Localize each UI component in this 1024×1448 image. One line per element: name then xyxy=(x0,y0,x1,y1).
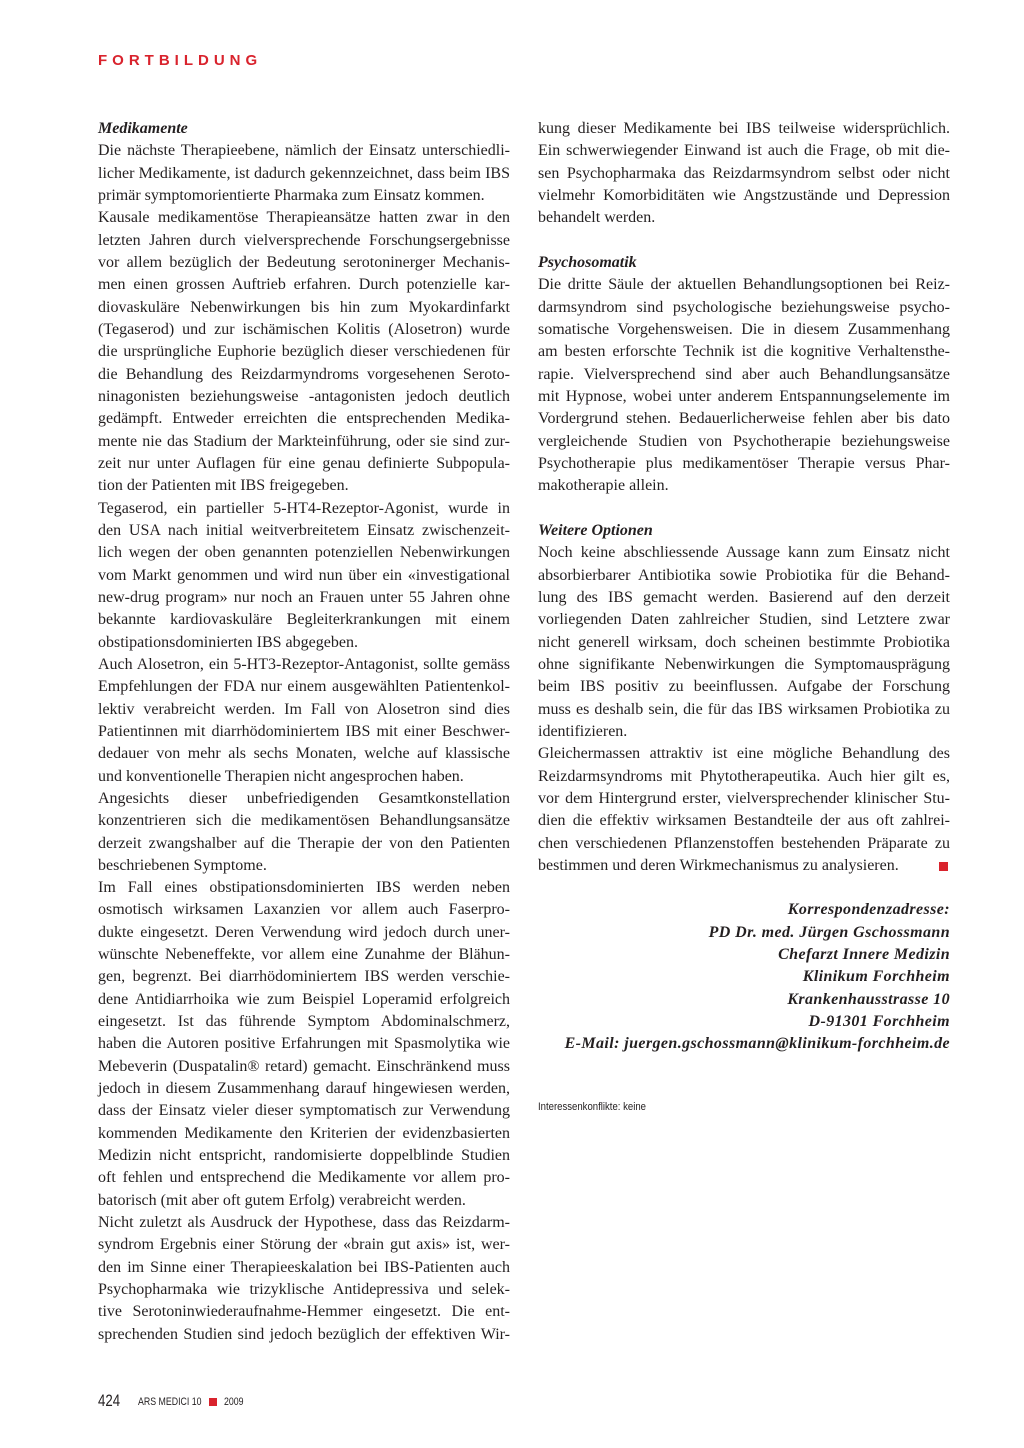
end-of-article-square-icon xyxy=(939,862,948,871)
conflict-of-interest-note: Interessenkonflikte: keine xyxy=(538,1101,647,1113)
text-line: Ein schwerwiegender Einwand ist auch die Frage, ob mit die- xyxy=(538,142,950,160)
text-line: Vordergrund stehen. Bedauerlicherweise fehlen aber bis dato xyxy=(538,410,950,428)
text-line: beim IBS positiv zu beeinflussen. Aufgabe der Forschung xyxy=(538,678,950,696)
text-line: kommenden Medikamente den Kriterien der evidenzbasierten xyxy=(98,1124,510,1142)
paragraph xyxy=(98,498,510,654)
text-line: vom Markt genommen und wird nun über ein «investigational xyxy=(98,566,510,584)
paragraph xyxy=(538,274,950,497)
section-heading: Psychosomatik xyxy=(538,253,637,271)
address-email: E-Mail: juergen.gschossmann@klinikum-forchheim.de xyxy=(564,1035,950,1053)
journal-name: ARS MEDICI 10 xyxy=(138,1396,202,1408)
paragraph xyxy=(98,207,510,497)
text-line: batorisch (mit aber oft gutem Erfolg) verabreicht werden. xyxy=(98,1191,466,1209)
text-line: am besten erforschte Technik ist die kognitive Verhaltensthe- xyxy=(538,343,950,361)
text-line: kung dieser Medikamente bei IBS teilweise widersprüchlich. xyxy=(538,120,950,137)
text-line: tive Serotoninwiederaufnahme-Hemmer eingesetzt. Die ent- xyxy=(98,1303,510,1321)
text-line: lung des IBS gemacht werden. Basierend auf den derzeit xyxy=(538,588,950,606)
address-street: Krankenhausstrasse 10 xyxy=(787,990,950,1008)
text-line: tion der Patienten mit IBS freigegeben. xyxy=(98,477,349,495)
text-line: dedauer von mehr als sechs Monaten, welche auf klassische xyxy=(98,745,510,763)
text-line: makotherapie allein. xyxy=(538,477,669,495)
text-line: bekannte kardiovaskuläre Begleiterkrankungen mit einem xyxy=(98,611,510,629)
address-city: D-91301 Forchheim xyxy=(808,1013,950,1031)
text-line: zeit nur unter Auflagen für eine genau definierte Subpopula- xyxy=(98,454,510,472)
text-line: Nicht zuletzt als Ausdruck der Hypothese, dass das Reizdarm- xyxy=(98,1214,510,1232)
text-line: muss es deshalb sein, die für das IBS wirksamen Probiotika zu xyxy=(538,700,950,718)
separator-square-icon xyxy=(209,1398,217,1406)
text-line: obstipationsdominierten IBS abgegeben. xyxy=(98,633,358,651)
paragraph xyxy=(98,788,510,877)
text-line: syndrom Ergebnis einer Störung der «brain gut axis» ist, wer- xyxy=(98,1236,510,1254)
paragraph xyxy=(538,743,950,877)
text-line: Gleichermassen attraktiv ist eine mögliche Behandlung des xyxy=(538,745,950,763)
text-line: eingesetzt. Ist das führende Symptom Abdominalschmerz, xyxy=(98,1013,510,1031)
text-line: sen Psychopharmaka das Reizdarmsyndrom selbst oder nicht xyxy=(538,164,950,182)
text-line: Kausale medikamentöse Therapieansätze hatten zwar in den xyxy=(98,209,510,227)
paragraph xyxy=(98,654,510,788)
text-line: Noch keine abschliessende Aussage kann zum Einsatz nicht xyxy=(538,544,950,562)
address-name: PD Dr. med. Jürgen Gschossmann xyxy=(708,923,950,941)
text-line: beschriebenen Symptome. xyxy=(98,856,267,874)
text-line: dene Antidiarrhoika wie zum Beispiel Loperamid erfolgreich xyxy=(98,990,510,1008)
text-line: derzeit zwangshalber auf die Therapie der von den Patienten xyxy=(98,834,510,852)
text-line: sprechenden Studien sind jedoch bezüglich der effektiven Wir- xyxy=(98,1325,510,1343)
text-line: Angesichts dieser unbefriedigenden Gesamtkonstellation xyxy=(98,789,510,807)
text-line: chen verschiedenen Pflanzenstoffen bestehenden Präparate zu xyxy=(538,834,950,852)
text-line: wünschte Nebeneffekte, vor allem eine Zunahme der Blähun- xyxy=(98,946,510,964)
text-line: jedoch in diesem Zusammenhang darauf hingewiesen werden, xyxy=(98,1080,510,1098)
address-institution: Klinikum Forchheim xyxy=(802,968,950,986)
text-line: mit Hypnose, wobei unter anderem Entspannungselemente im xyxy=(538,387,950,405)
text-line: somatische Vorgehensweisen. Die in diesem Zusammenhang xyxy=(538,320,950,338)
spacer xyxy=(538,877,950,899)
text-line: Im Fall eines obstipationsdominierten IBS werden neben xyxy=(98,879,510,897)
text-line: gedämpft. Entweder erreichten die entsprechenden Medika- xyxy=(98,410,510,428)
address-position: Chefarzt Innere Medizin xyxy=(778,946,950,964)
text-line: lektiv verabreicht werden. Im Fall von Alosetron sind dies xyxy=(98,700,510,718)
text-line: Psychopharmaka wie trizyklische Antidepressiva und selek- xyxy=(98,1281,510,1299)
text-line: nicht generell wirksam, doch scheinen bestimmte Probiotika xyxy=(538,633,950,651)
section-heading: Weitere Optionen xyxy=(538,521,653,539)
correspondence-address xyxy=(538,899,950,1055)
text-line: Medizin nicht entspricht, randomisierte doppelblinde Studien xyxy=(98,1147,510,1165)
address-label: Korrespondenzadresse: xyxy=(787,901,950,919)
paragraph xyxy=(538,542,950,743)
text-line: behandelt werden. xyxy=(538,209,656,227)
text-line: Tegaserod, ein partieller 5-HT4-Rezeptor-Agonist, wurde in xyxy=(98,499,510,517)
text-line: letzten Jahren durch vielversprechende Forschungsergebnisse xyxy=(98,231,510,249)
text-line: Die dritte Säule der aktuellen Behandlungsoptionen bei Reiz- xyxy=(538,276,950,294)
text-line: den USA nach initial weitverbreitetem Einsatz zwischenzeit- xyxy=(98,521,510,539)
spacer xyxy=(538,230,950,252)
text-line: Psychotherapie plus medikamentöser Therapie versus Phar- xyxy=(538,454,950,472)
text-line: identifizieren. xyxy=(538,722,628,740)
text-line: vor dem Hintergrund erster, vielversprechender klinischer Stu- xyxy=(538,789,950,807)
text-line: vielmehr Komorbiditäten wie Angstzustände und Depression xyxy=(538,186,950,204)
section-label: FORTBILDUNG xyxy=(98,52,263,69)
paragraph xyxy=(538,118,950,230)
text-line: und konventionelle Therapien nicht angesprochen haben. xyxy=(98,767,464,785)
text-line: Reizdarmsyndroms mit Phytotherapeutika. Auch hier gilt es, xyxy=(538,767,950,785)
text-line: ohne signifikante Nebenwirkungen die Symptomausprägung xyxy=(538,655,950,673)
text-line: men einen grossen Auftrieb erfahren. Durch potenzielle kar- xyxy=(98,276,510,294)
text-line: Empfehlungen der FDA nur einem ausgewählten Patientenkol- xyxy=(98,678,510,696)
text-line: (Tegaserod) und zur ischämischen Kolitis (Alosetron) wurde xyxy=(98,320,510,338)
text-line: Die nächste Therapieebene, nämlich der Einsatz unterschiedli- xyxy=(98,142,510,160)
text-line-content: bestimmen und deren Wirkmechanismus zu analysieren. xyxy=(538,856,899,874)
text-line: primär symptomorientierte Pharmaka zum Einsatz kommen. xyxy=(98,186,485,204)
text-line xyxy=(538,855,950,877)
text-line: den im Sinne einer Therapieeskalation bei IBS-Patienten auch xyxy=(98,1258,510,1276)
text-line: mente nie das Stadium der Markteinführung, oder sie sind zur- xyxy=(98,432,510,450)
text-line: rapie. Vielversprechend sind aber auch Behandlungsansätze xyxy=(538,365,950,383)
section-heading: Medikamente xyxy=(98,120,188,137)
text-line: lich wegen der oben genannten potenziellen Nebenwirkungen xyxy=(98,544,510,562)
text-line: haben die Autoren positive Erfahrungen mit Spasmolytika wie xyxy=(98,1035,510,1053)
paragraph xyxy=(98,1212,510,1346)
paragraph xyxy=(98,140,510,207)
spacer xyxy=(538,498,950,520)
page-number: 424 xyxy=(98,1391,121,1410)
text-line: vor allem bezüglich der Bedeutung serotoninerger Mechanis- xyxy=(98,253,510,271)
text-line: dukte eingesetzt. Deren Verwendung wird jedoch durch uner- xyxy=(98,923,510,941)
text-line: die ursprüngliche Euphorie bezüglich dieser verschiedenen für xyxy=(98,343,510,361)
text-line: konzentrieren sich die medikamentösen Behandlungsansätze xyxy=(98,812,510,830)
text-line: absorbierbarer Antibiotika sowie Probiotika für die Behand- xyxy=(538,566,950,584)
text-line: diovaskuläre Nebenwirkungen bis hin zum Myokardinfarkt xyxy=(98,298,510,316)
text-line: licher Medikamente, ist dadurch gekennzeichnet, dass beim IBS xyxy=(98,164,510,182)
text-line: darmsyndrom sind psychologische beziehungsweise psycho- xyxy=(538,298,950,316)
text-line: Patientinnen mit diarrhödominiertem IBS mit einer Beschwer- xyxy=(98,722,510,740)
text-line: osmotisch wirksamen Laxanzien vor allem auch Faserpro- xyxy=(98,901,510,919)
text-line: Mebeverin (Duspatalin® retard) gemacht. Einschränkend muss xyxy=(98,1057,510,1075)
text-line: dien die effektiv wirksamen Bestandteile der aus oft zahlrei- xyxy=(538,812,950,830)
publication-year: 2009 xyxy=(224,1396,244,1408)
text-line: Auch Alosetron, ein 5-HT3-Rezeptor-Antagonist, sollte gemäss xyxy=(98,655,510,673)
right-column xyxy=(538,118,950,1056)
text-line: die Behandlung des Reizdarmyndroms vorgesehenen Seroto- xyxy=(98,365,510,383)
text-line: dass der Einsatz vieler dieser symptomatisch zur Verwendung xyxy=(98,1102,510,1120)
paragraph xyxy=(98,877,510,1212)
text-line: new-drug program» nur noch an Frauen unter 55 Jahren ohne xyxy=(98,588,510,606)
left-column xyxy=(98,118,510,1346)
text-line: oft fehlen und entsprechend die Medikamente vor allem pro- xyxy=(98,1169,510,1187)
text-line: ninagonisten beziehungsweise -antagonisten jedoch deutlich xyxy=(98,387,510,405)
text-line: gen, begrenzt. Bei diarrhödominiertem IBS werden verschie- xyxy=(98,968,510,986)
text-line: vergleichende Studien von Psychotherapie beziehungsweise xyxy=(538,432,950,450)
text-line: vorliegenden Daten zahlreicher Studien, sind Letztere zwar xyxy=(538,611,950,629)
